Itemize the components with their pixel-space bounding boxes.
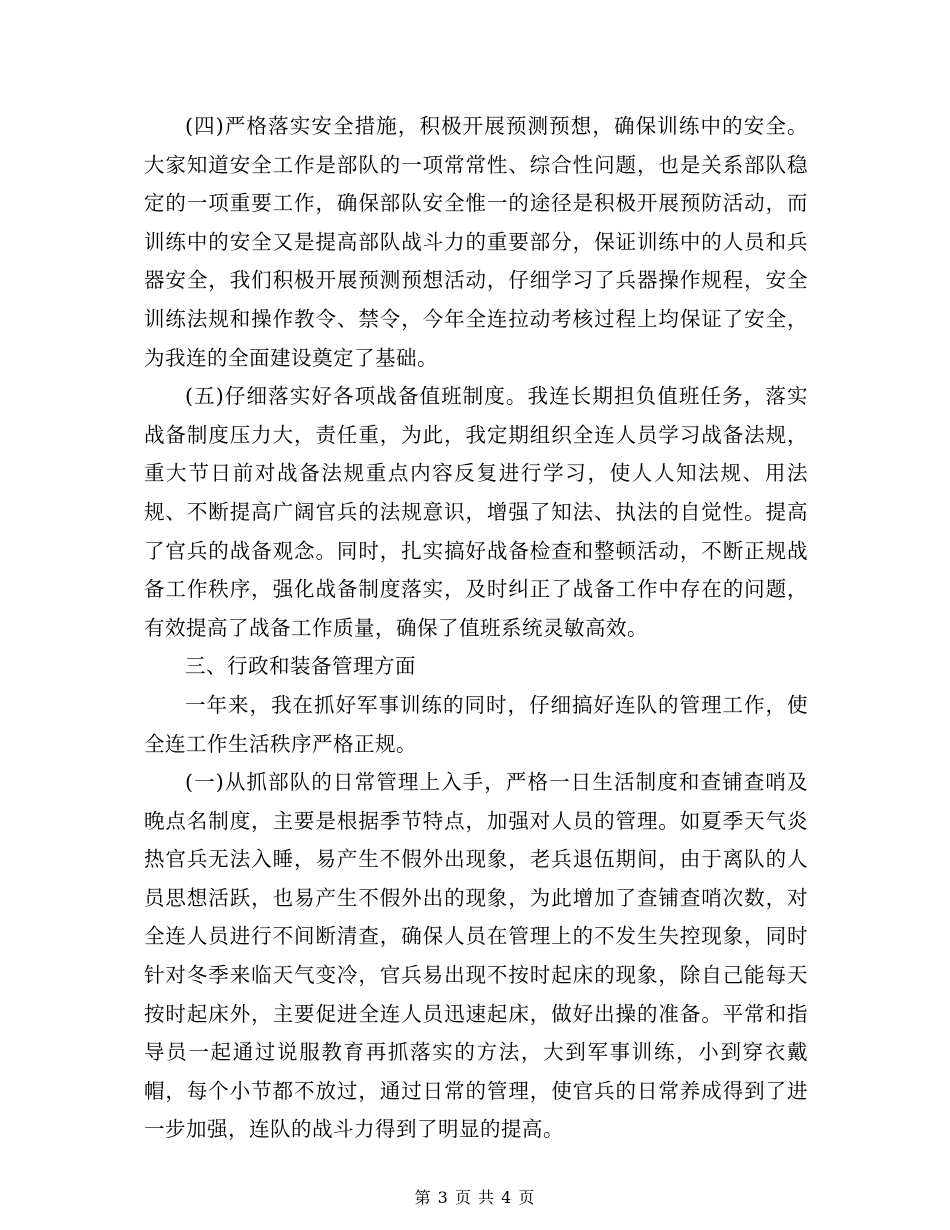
paragraph-management-intro: 一年来，我在抓好军事训练的同时，仔细搞好连队的管理工作，使全连工作生活秩序严格正规。 [144, 692, 808, 756]
paragraph-safety-measures: (四)严格落实安全措施，积极开展预测预想，确保训练中的安全。大家知道安全工作是部队的一项常常性、综合性问题，也是关系部队稳定的一项重要工作，确保部队安全惟一的途径是积极开展预防活动，而训练中的安全又是提高部队战斗力的重要部分，保证训练中的人员和兵器安全，我们积极开展预测预想活动，仔细学习了兵器操作规程，安全训练法规和操作教令、禁令，今年全连拉动考核过程上均保证了安全，为我连的全面建设奠定了基础。 [144, 114, 808, 370]
paragraph-duty-system: (五)仔细落实好各项战备值班制度。我连长期担负值班任务，落实战备制度压力大，责任重，为此，我定期组织全连人员学习战备法规，重大节日前对战备法规重点内容反复进行学习，使人人知法规、用法规、不断提高广阔官兵的法规意识，增强了知法、执法的自觉性。提高了官兵的战备观念。同时，扎实搞好战备检查和整顿活动，不断正规战备工作秩序，强化战备制度落实，及时纠正了战备工作中存在的问题，有效提高了战备工作质量，确保了值班系统灵敏高效。 [144, 384, 808, 640]
paragraph-daily-management: (一)从抓部队的日常管理上入手，严格一日生活制度和查铺查哨及晚点名制度，主要是根据季节特点，加强对人员的管理。如夏季天气炎热官兵无法入睡，易产生不假外出现象，老兵退伍期间，由于离队的人员思想活跃，也易产生不假外出的现象，为此增加了查铺查哨次数，对全连人员进行不间断清查，确保人员在管理上的不发生失控现象，同时针对冬季来临天气变冷，官兵易出现不按时起床的现象，除自己能每天按时起床外，主要促进全连人员迅速起床，做好出操的准备。平常和指导员一起通过说服教育再抓落实的方法，大到军事训练，小到穿衣戴帽，每个小节都不放过，通过日常的管理，使官兵的日常养成得到了进一步加强，连队的战斗力得到了明显的提高。 [144, 770, 808, 1142]
page-number-footer: 第 3 页 共 4 页 [414, 1188, 536, 1207]
document-body [144, 107, 808, 1149]
section-heading-administration: 三、行政和装备管理方面 [185, 654, 416, 679]
